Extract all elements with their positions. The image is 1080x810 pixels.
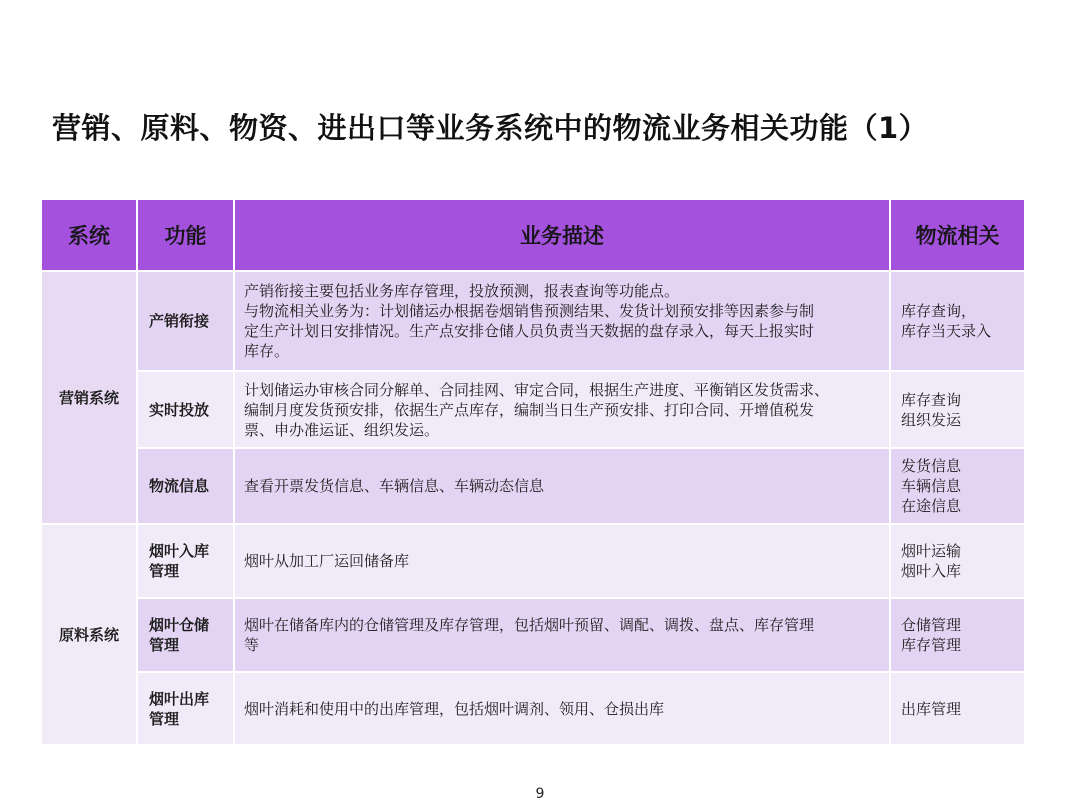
description-line: 计划储运办审核合同分解单、合同挂网、审定合同，根据生产进度、平衡销区发货需求、 [244, 380, 830, 399]
description-line: 烟叶在储备库内的仓储管理及库存管理，包括烟叶预留、调配、调拨、盘点、库存管理 [244, 616, 815, 634]
header-logistics: 物流相关 [890, 199, 1025, 271]
logistics-line: 组织发运 [901, 410, 962, 429]
function-line: 烟叶出库 [149, 689, 210, 708]
description-line: 烟叶从加工厂运回储备库 [244, 552, 410, 570]
function-cell: 实时投放 [137, 371, 234, 448]
logistics-line: 仓储管理 [901, 616, 962, 634]
description-cell [234, 524, 890, 598]
description-cell [234, 672, 890, 745]
logistics-line: 在途信息 [901, 497, 962, 515]
function-cell: 产销衔接 [137, 271, 234, 371]
description-line: 定生产计划日安排情况。生产点安排仓储人员负责当天数据的盘存录入，每天上报实时 [244, 322, 815, 340]
description-line: 编制月度发货预安排，依据生产点库存，编制当日生产预安排、打印合同、开增值税发 [244, 400, 815, 419]
logistics-line: 库存查询， [901, 302, 977, 320]
description-line: 产销衔接主要包括业务库存管理，投放预测，报表查询等功能点。 [244, 282, 680, 300]
logistics-cell [890, 371, 1025, 448]
function-line: 烟叶仓储 [149, 616, 210, 634]
header-function: 功能 [137, 199, 234, 271]
logistics-cell [890, 598, 1025, 672]
description-line: 票、申办准运证、组织发运。 [244, 420, 440, 439]
logistics-cell [890, 672, 1025, 745]
logistics-line: 烟叶运输 [901, 542, 962, 560]
function-cell [137, 672, 234, 745]
function-cell [137, 598, 234, 672]
table-row [41, 448, 1025, 524]
function-line: 管理 [149, 562, 180, 580]
table-row [41, 672, 1025, 745]
description-cell [234, 448, 890, 524]
description-line: 与物流相关业务为：计划储运办根据卷烟销售预测结果、发货计划预安排等因素参与制 [244, 302, 815, 320]
function-line: 烟叶入库 [149, 542, 210, 560]
description-cell [234, 371, 890, 448]
table-row [41, 598, 1025, 672]
logistics-cell [890, 448, 1025, 524]
table-row [41, 271, 1025, 371]
function-line: 管理 [149, 636, 180, 654]
logistics-line: 出库管理 [901, 699, 962, 718]
function-line: 管理 [149, 709, 180, 728]
logistics-line: 发货信息 [901, 457, 962, 475]
description-line: 查看开票发货信息、车辆信息、车辆动态信息 [244, 477, 545, 495]
logistics-line: 车辆信息 [901, 477, 962, 495]
system-cell: 原料系统 [41, 524, 137, 745]
function-cell [137, 524, 234, 598]
logistics-cell [890, 271, 1025, 371]
page-number: 9 [535, 786, 545, 802]
description-line: 等 [244, 636, 260, 654]
function-cell: 物流信息 [137, 448, 234, 524]
function-table [40, 198, 1026, 746]
description-cell [234, 598, 890, 672]
page-title: 营销、原料、物资、进出口等业务系统中的物流业务相关功能（1） [52, 111, 929, 145]
logistics-line: 库存当天录入 [901, 322, 992, 340]
description-cell [234, 271, 890, 371]
header-description: 业务描述 [234, 199, 890, 271]
table-row [41, 371, 1025, 448]
logistics-line: 库存管理 [901, 636, 962, 654]
header-system: 系统 [41, 199, 137, 271]
description-line: 库存。 [244, 342, 290, 360]
logistics-line: 烟叶入库 [901, 562, 962, 580]
description-line: 烟叶消耗和使用中的出库管理，包括烟叶调剂、领用、仓损出库 [244, 699, 665, 718]
table-header-row [41, 199, 1025, 271]
table-row [41, 524, 1025, 598]
system-cell: 营销系统 [41, 271, 137, 524]
logistics-cell [890, 524, 1025, 598]
logistics-line: 库存查询 [901, 390, 962, 409]
